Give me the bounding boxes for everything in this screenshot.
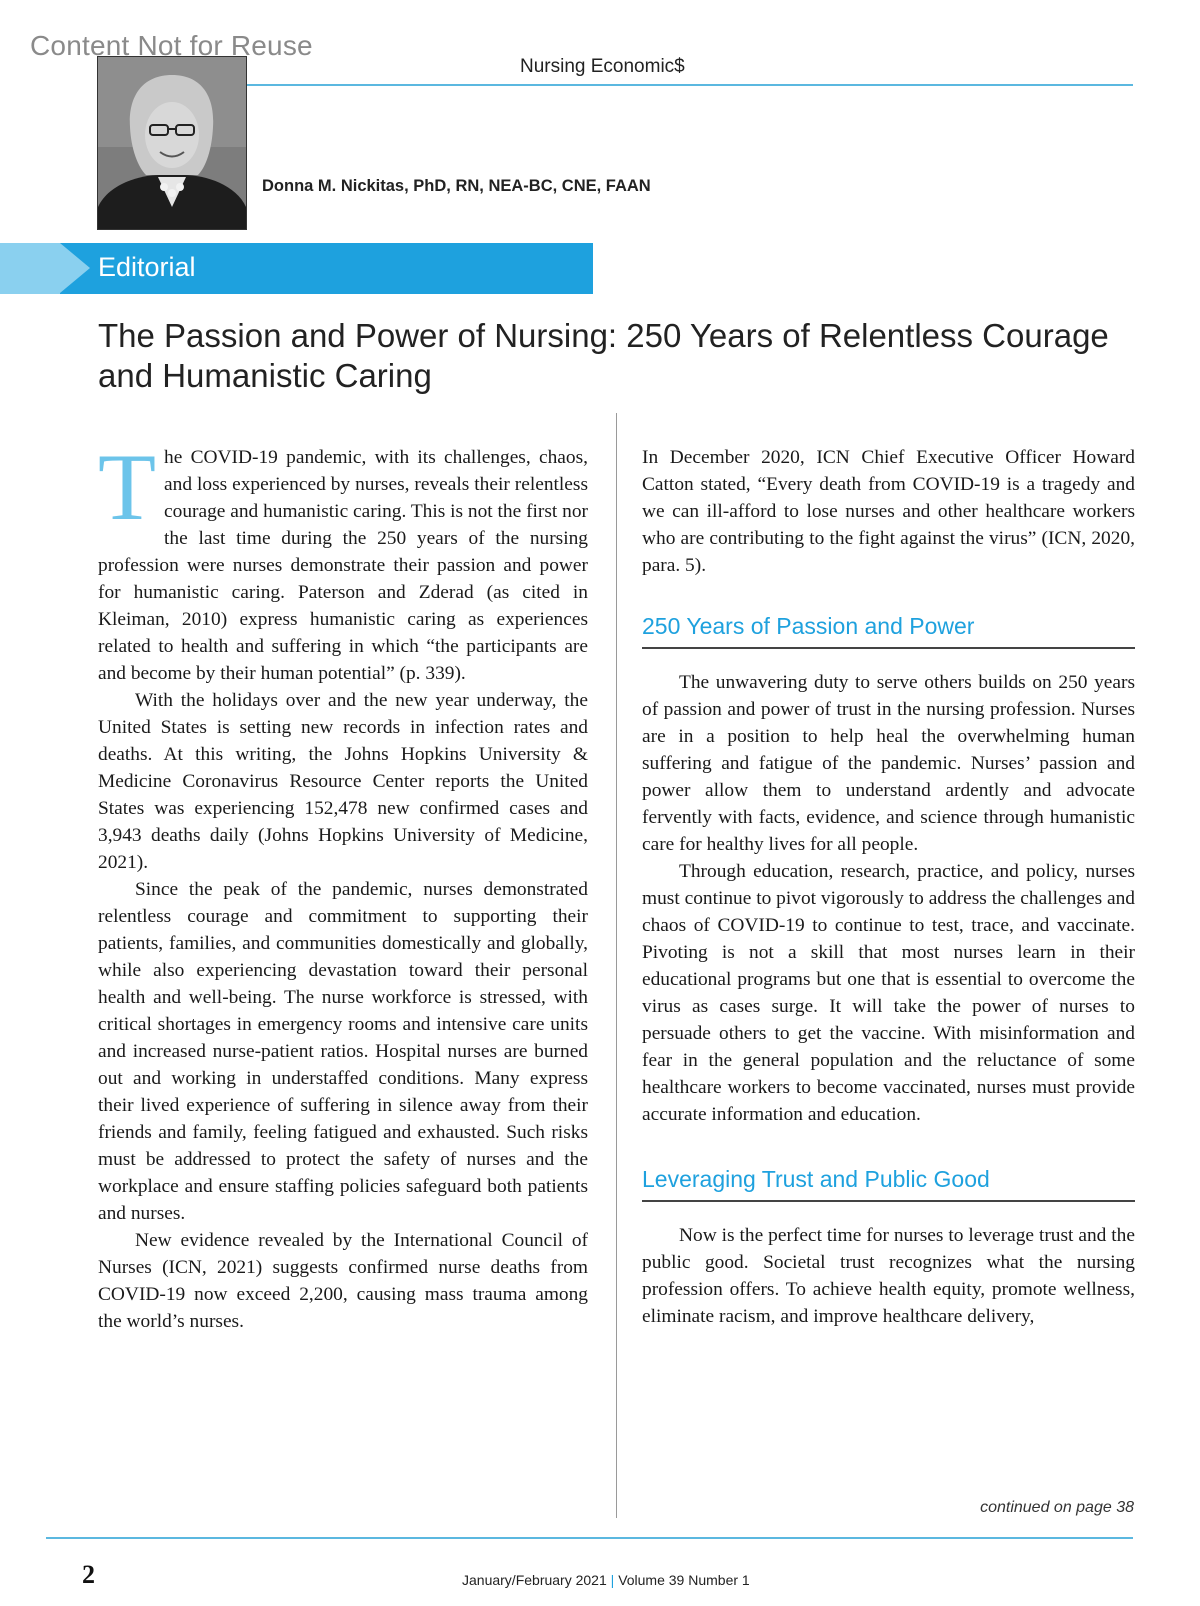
banner-chevron	[60, 243, 90, 293]
section-label: Editorial	[98, 252, 196, 282]
paragraph: Since the peak of the pandemic, nurses demonstrated relentless courage and commitment to supporting their patients, families, and communities domestically and globally, while also experiencing devastation toward their personal health and well-being. The nurse workforce is stressed, with critical shortages in emergency rooms and intensive care units and increased nurse-patient ratios. Hospital nurses are burned out and working in understaffed conditions. Many express their lived experience of suffering in silence away from their friends and family, feeling fatigued and exhausted. Such risks must be addressed to protect the safety of nurses and the workplace and ensure staffing policies safeguard both patients and nurses.	[98, 879, 588, 1224]
column-divider	[616, 413, 617, 1518]
paragraph-text: he COVID-19 pandemic, with its challenges, chaos, and loss experienced by nurses, reveals their relentless courage and humanistic caring. This is not the first nor the last time during the 250 years of the nursing profession were nurses demonstrate their passion and power for humanistic caring. Paterson and Zderad (as cited in Kleiman, 2010) express humanistic caring as experiences related to health and suffering in which “the participants are and become by their human potential” (p. 339).	[98, 447, 589, 684]
issue-volume: Volume 39 Number 1	[618, 1572, 750, 1588]
paragraph	[98, 434, 589, 687]
subheading: Leveraging Trust and Public Good	[642, 1166, 1135, 1202]
footer-rule	[46, 1537, 1133, 1539]
subheading: 250 Years of Passion and Power	[642, 613, 1135, 649]
continued-note: continued on page 38	[980, 1499, 1134, 1516]
paragraph: Through education, research, practice, and policy, nurses must continue to pivot vigorously to address the challenges and chaos of COVID-19 to continue to test, trace, and vaccinate. Pivoting is not a skill that most nurses learn in their educational programs but one that is essential to overcome the virus as cases surge. It will take the power of nurses to persuade others to get the vaccine. With misinformation and fear in the general population and the reluctance of some healthcare workers to become vaccinated, nurses must provide accurate information and education.	[642, 861, 1135, 1125]
paragraph: New evidence revealed by the International Council of Nurses (ICN, 2021) suggests confirmed nurse deaths from COVID-19 now exceed 2,200, causing mass trauma among the world’s nurses.	[98, 1230, 588, 1332]
issue-date: January/February 2021	[462, 1572, 607, 1588]
header-rule	[240, 84, 1133, 86]
article-title: The Passion and Power of Nursing: 250 Years of Relentless Courage and Humanistic Caring	[98, 317, 1109, 394]
paragraph: The unwavering duty to serve others builds on 250 years of passion and power of trust in the nursing profession. Nurses are in a position to help heal the overwhelming human suffering and fatigue of the pandemic. Nurses’ passion and power allow them to understand ardently and advocate fervently with facts, evidence, and science through humanistic care for healthy lives for all people.	[642, 672, 1135, 855]
page-number: 2	[82, 1560, 95, 1589]
section-banner	[0, 243, 593, 294]
author-portrait-image	[98, 57, 246, 229]
journal-name: Nursing Economic$	[520, 56, 685, 77]
watermark: Content Not for Reuse	[30, 30, 313, 61]
paragraph: Now is the perfect time for nurses to leverage trust and the public good. Societal trust recognizes what the nursing profession offers. To achieve health equity, promote wellness, eliminate racism, and improve healthcare delivery,	[642, 1225, 1135, 1327]
author-photo	[97, 56, 247, 230]
paragraph: With the holidays over and the new year underway, the United States is setting new records in infection rates and deaths. At this writing, the Johns Hopkins University & Medicine Coronavirus Resource Center reports the United States was experiencing 152,478 new confirmed cases and 3,943 deaths daily (Johns Hopkins University of Medicine, 2021).	[98, 690, 588, 873]
banner-accent	[0, 243, 60, 294]
column-1	[98, 434, 589, 1335]
drop-cap: T	[98, 434, 157, 540]
footer-issue	[462, 1572, 750, 1588]
column-2	[642, 444, 1135, 1330]
footer-separator: |	[610, 1572, 615, 1588]
paragraph: In December 2020, ICN Chief Executive Officer Howard Catton stated, “Every death from COVID-19 is a tragedy and we can ill-afford to lose nurses and other healthcare workers who are contributing to the fight against the virus” (ICN, 2020, para. 5).	[642, 447, 1135, 576]
author-byline: Donna M. Nickitas, PhD, RN, NEA-BC, CNE, FAAN	[262, 177, 651, 195]
